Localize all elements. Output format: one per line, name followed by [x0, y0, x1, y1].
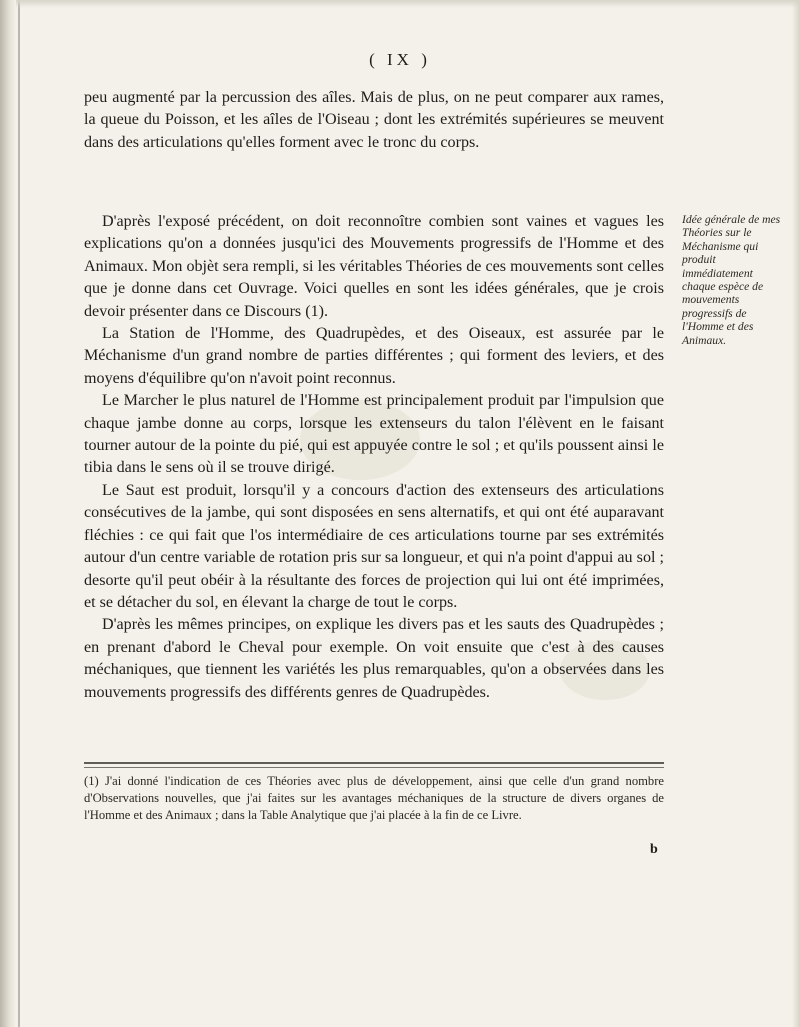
top-edge-shadow	[16, 0, 800, 8]
footnote-divider	[84, 762, 664, 768]
page-number: ( IX )	[369, 50, 431, 69]
marginal-note: Idée générale de mes Théories sur le Méchanisme qui produit immédiatement chaque espèce de mouvements progressifs de l'Homme et des Animaux.	[682, 213, 781, 347]
signature-mark: b	[650, 842, 658, 857]
footnote: (1) J'ai donné l'indication de ces Théories avec plus de développement, ainsi que celle d'un grand nombre d'Observations nouvelles, que j'ai faites sur les avantages méchaniques de la structure de divers organes de l'Homme et des Animaux ; dans la Table Analytique que j'ai placée à la fin de ce Livre.	[84, 774, 664, 822]
main-text-block	[84, 211, 664, 704]
opening-text-block	[84, 87, 664, 154]
paragraph-station: La Station de l'Homme, des Quadrupèdes, et des Oiseaux, est assurée par le Méchanisme d'un grand nombre de parties différentes ; qui forment des leviers, et des moyens d'équilibre qu'on n'avoit point reconnus.	[84, 325, 664, 387]
paragraph-marcher: Le Marcher le plus naturel de l'Homme est principalement produit par l'impulsion que chaque jambe donne au corps, lorsque les extenseurs du talon l'élèvent en le faisant tourner autour de la pointe du pié, qui est appuyée contre le sol ; et qu'ils poussent ainsi le tibia dans le sens où il se trouve dirigé.	[84, 392, 664, 477]
paragraph-saut: Le Saut est produit, lorsqu'il y a concours d'action des extenseurs des articulations consécutives de la jambe, qui sont disposées en sens alternatifs, et qui ont été auparavant fléchies : ce qui fait que l'os intermédiaire de ces articulations tourne par ses extrémités autour d'un centre variable de rotation pris sur sa longueur, et qui n'a point d'appui au sol ; desorte qu'il peut obéir à la résultante des forces de projection qui lui ont été imprimées, et se détacher du sol, en élevant la charge de tout le corps.	[84, 481, 664, 611]
gutter-shadow	[0, 0, 16, 1027]
paragraph-overview: D'après l'exposé précédent, on doit reconnoître combien sont vaines et vagues les explications qu'on a données jusqu'ici des Mouvements progressifs de l'Homme et des Animaux. Mon objèt sera rempli, si les véritables Théories de ces mouvements sont celles que je donne dans cet Ouvrage. Voici quelles en sont les idées générales, que je crois devoir présenter dans ce Discours (1).	[84, 213, 664, 320]
opening-paragraph: peu augmenté par la percussion des aîles. Mais de plus, on ne peut comparer aux rames, la queue du Poisson, et les aîles de l'Oiseau ; dont les extrémités supérieures se meuvent dans des articulations qu'elles forment avec le tronc du corps.	[84, 89, 664, 151]
binding-edge	[18, 0, 20, 1027]
right-edge-shadow	[792, 0, 800, 1027]
paragraph-quadrupedes: D'après les mêmes principes, on explique les divers pas et les sauts des Quadrupèdes ; en prenant d'abord le Cheval pour exemple. On voit ensuite que c'est à des causes méchaniques, que tiennent les variétés les plus remarquables, qu'on a observées dans les mouvements progressifs des différents genres de Quadrupèdes.	[84, 616, 664, 701]
